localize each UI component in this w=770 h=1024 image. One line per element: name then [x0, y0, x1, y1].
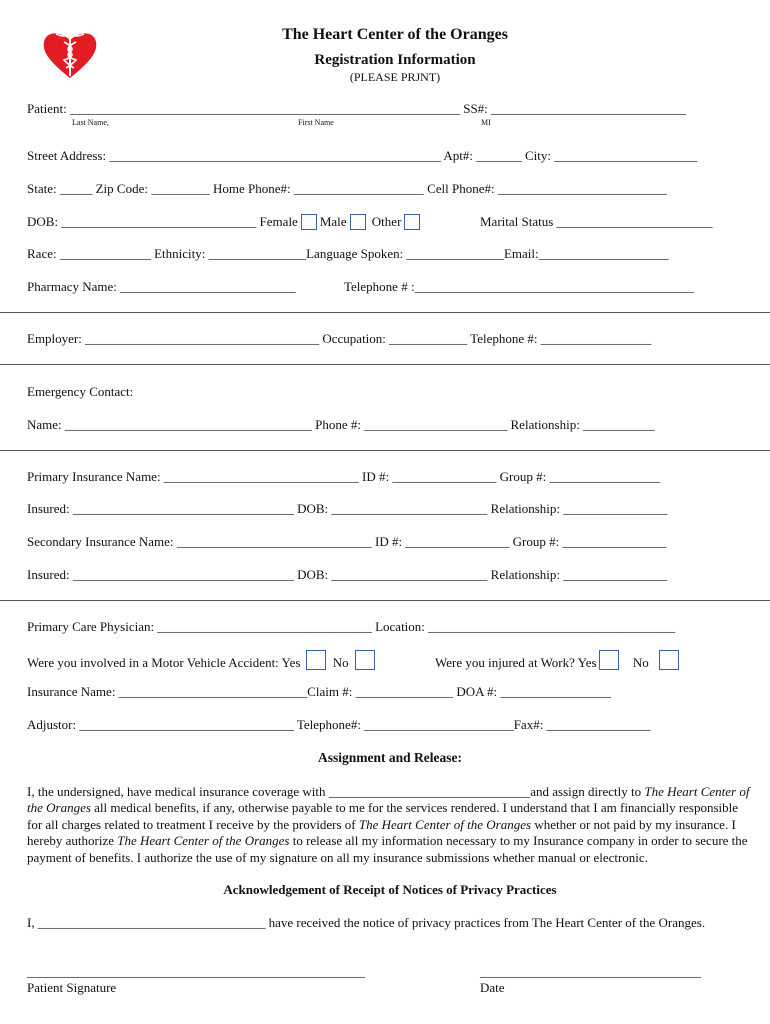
- section-divider: [0, 600, 770, 601]
- patient-signature-label: Patient Signature: [27, 980, 117, 995]
- work-no-label: No: [632, 655, 649, 670]
- work-no-checkbox[interactable]: [659, 650, 679, 670]
- mva-no-checkbox[interactable]: [355, 650, 375, 670]
- section-divider: [0, 450, 770, 451]
- dob-row: [27, 214, 423, 230]
- street-address-field[interactable]: Street Address: ___________________________________________________ Apt#: _______ City: ______________________: [27, 148, 698, 163]
- emergency-name-field[interactable]: Name: ______________________________________ Phone #: ______________________ Relationship: ___________: [27, 417, 655, 432]
- patient-field[interactable]: Patient: ____________________________________________________________ SS#: ______________________________: [27, 101, 687, 116]
- mi-hint: MI: [481, 118, 491, 127]
- secondary-insurance-field[interactable]: Secondary Insurance Name: ______________________________ ID #: ________________ Group #: ________________: [27, 534, 667, 549]
- work-yes-checkbox[interactable]: [599, 650, 619, 670]
- mva-yes-checkbox[interactable]: [306, 650, 326, 670]
- section-divider: [0, 364, 770, 365]
- form-title: The Heart Center of the Oranges: [282, 26, 508, 43]
- male-label: Male: [319, 214, 347, 229]
- accident-insurance-field[interactable]: Insurance Name: _____________________________Claim #: _______________ DOA #: _________________: [27, 684, 611, 699]
- employer-field[interactable]: Employer: ____________________________________ Occupation: ____________ Telephone #: _________________: [27, 331, 652, 346]
- primary-insured-field[interactable]: Insured: __________________________________ DOB: ________________________ Relationship: ________________: [27, 501, 668, 516]
- first-name-hint: First Name: [298, 118, 334, 127]
- adjustor-field[interactable]: Adjustor: _________________________________ Telephone#: _______________________Fax#: ________________: [27, 717, 651, 732]
- work-row: [435, 650, 682, 671]
- print-note: (PLEASE PRJNT): [349, 70, 441, 84]
- form-subtitle: Registration Information: [314, 52, 476, 68]
- section-divider: [0, 312, 770, 313]
- work-question: Were you injured at Work? Yes: [435, 655, 597, 670]
- pharmacy-telephone-field[interactable]: Telephone # :___________________________________________: [344, 279, 695, 294]
- mva-row: [27, 650, 378, 671]
- emergency-contact-label: Emergency Contact:: [27, 384, 134, 399]
- primary-care-physician-field[interactable]: Primary Care Physician: _________________________________ Location: ______________________________________: [27, 619, 676, 634]
- assignment-paragraph: I, the undersigned, have medical insurance coverage with _______________________________and assign directly to The Heart Center of the Oranges all medical benefits, if any, otherwise payable to me for the services rendered. I understand that I am financially responsible for all charges related to treatment I receive by the providers of The Heart Center of the Oranges whether or not paid by my insurance. I hereby authorize The Heart Center of the Oranges to release all my information necessary to my Insurance company in order to secure the payment of benefits. I authorize the use of my signature on all my insurance submissions whether manual or electronic.: [27, 784, 750, 865]
- primary-insurance-field[interactable]: Primary Insurance Name: ______________________________ ID #: ________________ Group #: _________________: [27, 469, 660, 484]
- last-name-hint: Last Name,: [72, 118, 109, 127]
- secondary-insured-field[interactable]: Insured: __________________________________ DOB: ________________________ Relationship: ________________: [27, 567, 668, 582]
- privacy-heading: Acknowledgement of Receipt of Notices of Privacy Practices: [223, 882, 557, 897]
- state-zip-phone-field[interactable]: State: _____ Zip Code: _________ Home Phone#: ____________________ Cell Phone#: __________________________: [27, 181, 667, 196]
- date-label: Date: [480, 980, 505, 995]
- patient-signature-line[interactable]: ____________________________________________________: [27, 964, 365, 979]
- privacy-acknowledgement-field[interactable]: I, ___________________________________ have received the notice of privacy practices from The Heart Center of the Oranges.: [27, 915, 706, 930]
- race-ethnicity-field[interactable]: Race: ______________ Ethnicity: _______________Language Spoken: _______________Email:____________________: [27, 246, 669, 261]
- marital-status-field[interactable]: Marital Status ________________________: [480, 214, 713, 229]
- pharmacy-name-field[interactable]: Pharmacy Name: ___________________________: [27, 279, 296, 294]
- mva-question: Were you involved in a Motor Vehicle Accident: Yes: [27, 655, 301, 670]
- other-label: Other: [371, 214, 402, 229]
- other-checkbox[interactable]: [404, 214, 420, 230]
- female-checkbox[interactable]: [301, 214, 317, 230]
- mva-no-label: No: [332, 655, 349, 670]
- male-checkbox[interactable]: [350, 214, 366, 230]
- date-line[interactable]: __________________________________: [480, 964, 701, 979]
- dob-field[interactable]: DOB: ______________________________ Female: [27, 214, 298, 229]
- assignment-heading: Assignment and Release:: [318, 750, 462, 765]
